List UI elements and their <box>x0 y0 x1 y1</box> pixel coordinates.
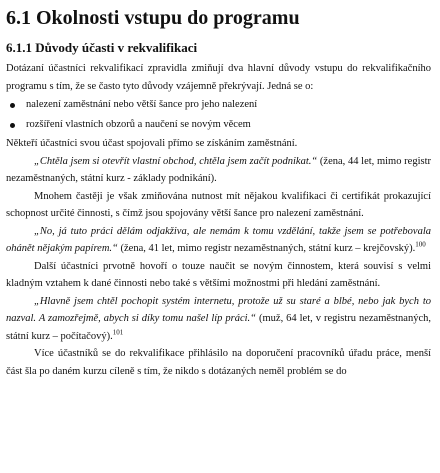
paragraph: Další účastníci prvotně hovoří o touze naučit se novým činnostem, která souvisí s velmi kladným vztahem k dané činnosti nebo také s většími možnostmi při hledání zaměstnání. <box>6 260 431 289</box>
quote-text: „Hlavně jsem chtěl pochopit systém internetu, protože už su staré a blbé, nebo jak bych to nazval. A zamozřejmě, abych si díky tomu našel líp práci.“ <box>6 295 431 324</box>
footnote-ref[interactable]: 101 <box>112 328 124 336</box>
quote-attribution: (žena, 44 let, mimo registr nezaměstnaných, státní kurz - základy podnikání). <box>6 155 431 184</box>
list-item-text: nalezení zaměstnání nebo větší šance pro jeho nalezení <box>26 99 258 110</box>
quote-attribution: (žena, 41 let, mimo registr nezaměstnaných, státní kurz – krejčovský). <box>117 243 416 254</box>
paragraph: Mnohem častěji je však zmiňována nutnost mít nějakou kvalifikaci či certifikát prokazující schopnost určité činnosti, s čímž jsou spojovány větší šance pro nalezení zaměstnání. <box>6 190 431 219</box>
section-heading: 6.1 Okolnosti vstupu do programu <box>6 7 300 29</box>
list-item <box>6 95 431 115</box>
reasons-list <box>6 95 431 135</box>
paragraph: Někteří účastníci svou účast spojovali přímo se získáním zaměstnání. <box>6 138 298 149</box>
list-item-text: rozšíření vlastních obzorů a naučení se novým věcem <box>26 119 251 130</box>
paragraph: Více účastníků se do rekvalifikace přihlásilo na doporučení pracovníků úřadu práce, menší část šla po daném kurzu cíleně s tím, že nikdo s dotázaných neměl problém se do <box>6 348 431 377</box>
quote-attribution: (muž, 64 let, v registru nezaměstnaných, státní kurz – počítačový). <box>6 313 431 342</box>
subsection-heading: 6.1.1 Důvody účasti v rekvalifikaci <box>6 40 198 55</box>
quote-paragraph <box>6 153 431 188</box>
quote-text: „No, já tuto práci dělám odjakživa, ale nemám k tomu vzdělání, takže jsem se potřebovala ohánět nějakým papírem.“ <box>6 225 431 254</box>
quote-text: „Chtěla jsem si otevřít vlastní obchod, chtěla jsem začít podnikat.“ <box>34 155 318 167</box>
quote-paragraph <box>6 293 431 346</box>
bullet-icon <box>10 123 15 128</box>
bullet-icon <box>10 103 15 108</box>
quote-paragraph <box>6 223 431 258</box>
footnote-ref[interactable]: 100 <box>415 240 426 249</box>
list-item <box>6 115 431 135</box>
intro-paragraph: Dotázaní účastníci rekvalifikací zpravidla zmiňují dva hlavní důvody vstupu do rekvalifikačního programu s tím, že se často tyto důvody vzájemně překrývají. Jedná se o: <box>6 63 431 92</box>
